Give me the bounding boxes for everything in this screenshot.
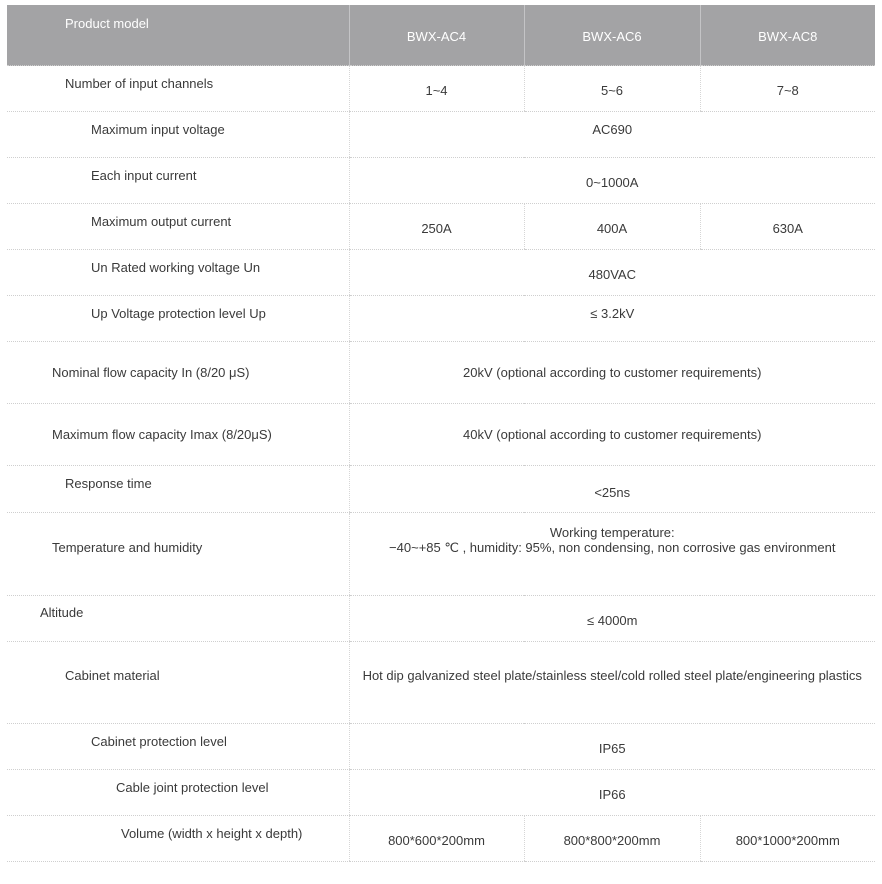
value-ac6: 800*800*200mm — [524, 816, 700, 862]
row-label: Cabinet protection level — [7, 724, 349, 770]
model-bwx-ac8: BWX-AC8 — [700, 5, 875, 66]
row-cabinet-material — [7, 642, 875, 724]
row-value: 480VAC — [349, 250, 875, 296]
row-volume — [7, 816, 875, 862]
row-input-channels — [7, 66, 875, 112]
row-value: ≤ 3.2kV — [349, 296, 875, 342]
row-value — [349, 513, 875, 596]
row-value: 20kV (optional according to customer requirements) — [349, 342, 875, 404]
row-rated-voltage — [7, 250, 875, 296]
row-label: Temperature and humidity — [7, 513, 349, 596]
header-row — [7, 5, 875, 66]
row-label: Cabinet material — [7, 642, 349, 724]
model-bwx-ac4: BWX-AC4 — [349, 5, 524, 66]
row-label: Each input current — [7, 158, 349, 204]
row-label: Cable joint protection level — [7, 770, 349, 816]
temperature-line-1: Working temperature: — [549, 525, 675, 540]
value-ac8: 7~8 — [700, 66, 875, 112]
row-label: Response time — [7, 466, 349, 513]
row-temperature — [7, 513, 875, 596]
row-value: IP66 — [349, 770, 875, 816]
row-label: Volume (width x height x depth) — [7, 816, 349, 862]
model-bwx-ac6: BWX-AC6 — [524, 5, 700, 66]
row-max-output-current — [7, 204, 875, 250]
row-value: ≤ 4000m — [349, 596, 875, 642]
row-label: Altitude — [7, 596, 349, 642]
row-altitude — [7, 596, 875, 642]
product-model-label: Product model — [7, 5, 349, 66]
row-value: Hot dip galvanized steel plate/stainless steel/cold rolled steel plate/engineering plastics — [349, 642, 875, 724]
spec-table — [7, 5, 875, 862]
row-label: Number of input channels — [7, 66, 349, 112]
row-response-time — [7, 466, 875, 513]
row-max-flow — [7, 404, 875, 466]
value-ac4: 1~4 — [349, 66, 524, 112]
row-each-input-current — [7, 158, 875, 204]
row-value: 0~1000A — [349, 158, 875, 204]
row-value: IP65 — [349, 724, 875, 770]
value-ac8: 800*1000*200mm — [700, 816, 875, 862]
row-label: Nominal flow capacity In (8/20 μS) — [7, 342, 349, 404]
row-label: Un Rated working voltage Un — [7, 250, 349, 296]
value-ac8: 630A — [700, 204, 875, 250]
row-value: <25ns — [349, 466, 875, 513]
row-protection-level — [7, 296, 875, 342]
value-ac4: 800*600*200mm — [349, 816, 524, 862]
row-label: Maximum flow capacity Imax (8/20μS) — [7, 404, 349, 466]
row-nominal-flow — [7, 342, 875, 404]
row-label: Maximum input voltage — [7, 112, 349, 158]
row-value: AC690 — [349, 112, 875, 158]
row-cabinet-protection — [7, 724, 875, 770]
value-ac6: 400A — [524, 204, 700, 250]
value-ac4: 250A — [349, 204, 524, 250]
row-cable-joint — [7, 770, 875, 816]
row-label: Maximum output current — [7, 204, 349, 250]
row-label: Up Voltage protection level Up — [7, 296, 349, 342]
row-value: 40kV (optional according to customer requirements) — [349, 404, 875, 466]
value-ac6: 5~6 — [524, 66, 700, 112]
temperature-line-2: −40~+85 ℃ , humidity: 95%, non condensing, non corrosive gas environment — [389, 540, 836, 555]
row-max-input-voltage — [7, 112, 875, 158]
